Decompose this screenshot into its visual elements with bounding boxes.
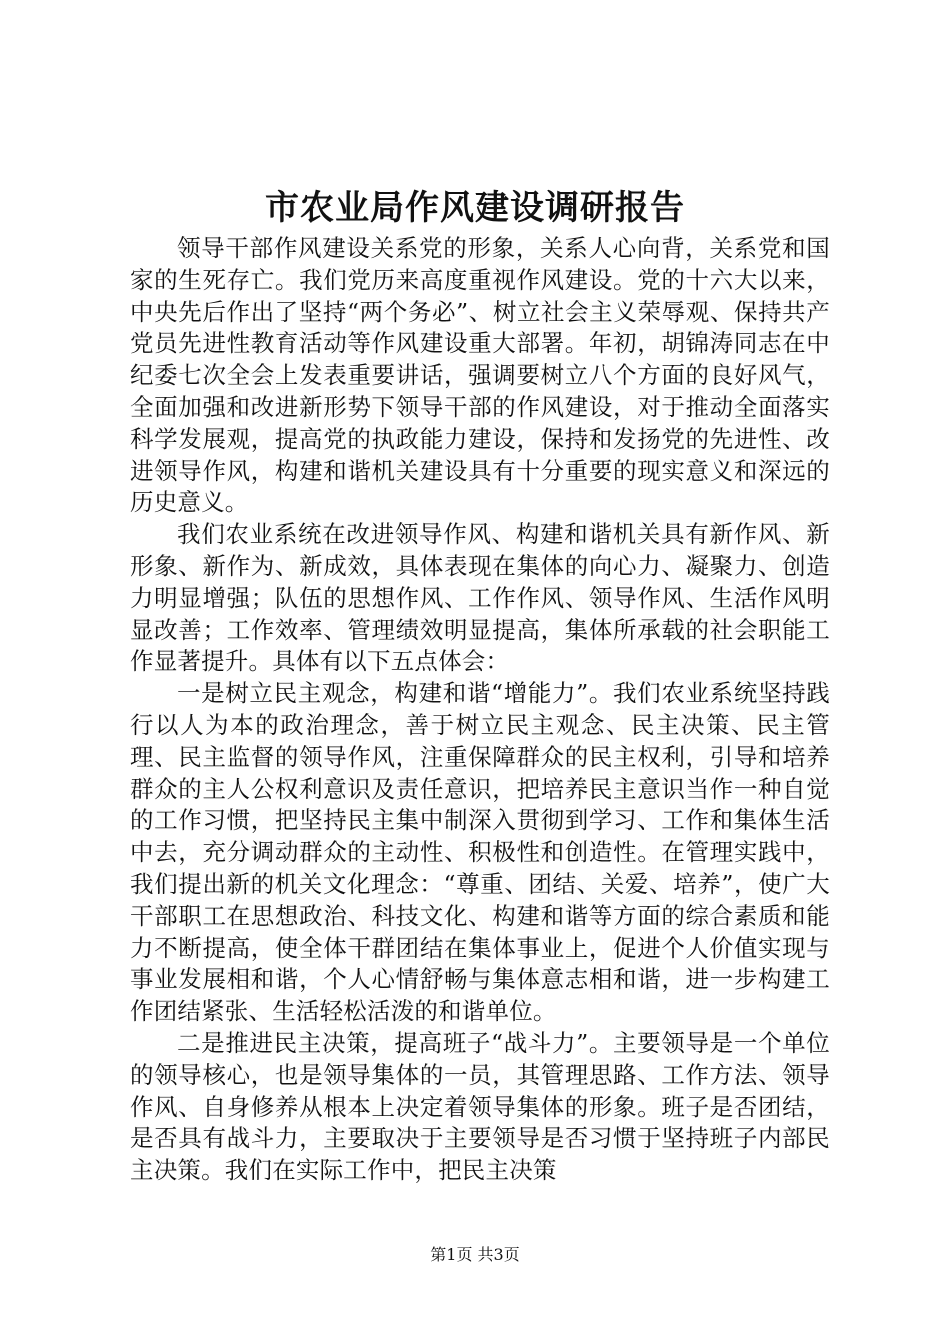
document-body [130,233,830,1187]
paragraph-achievements: 我们农业系统在改进领导作风、构建和谐机关具有新作风、新形象、新作为、新成效，具体表现在集体的向心力、凝聚力、创造力明显增强；队伍的思想作风、工作作风、领导作风、生活作风明显改善；工作效率、管理绩效明显提高，集体所承载的社会职能工作显著提升。具体有以下五点体会： [130,520,830,676]
paragraph-intro: 领导干部作风建设关系党的形象，关系人心向背，关系党和国家的生死存亡。我们党历来高度重视作风建设。党的十六大以来，中央先后作出了坚持“两个务必”、树立社会主义荣辱观、保持共产党员先进性教育活动等作风建设重大部署。年初，胡锦涛同志在中纪委七次全会上发表重要讲话，强调要树立八个方面的良好风气，全面加强和改进新形势下领导干部的作风建设，对于推动全面落实科学发展观，提高党的执政能力建设，保持和发扬党的先进性、改进领导作风，构建和谐机关建设具有十分重要的现实意义和深远的历史意义。 [130,234,830,517]
paragraph-point-two: 二是推进民主决策，提高班子“战斗力”。主要领导是一个单位的领导核心，也是领导集体的一员，其管理思路、工作方法、领导作风、自身修养从根本上决定着领导集体的形象。班子是否团结，是否具有战斗力，主要取决于主要领导是否习惯于坚持班子内部民主决策。我们在实际工作中，把民主决策 [130,1028,830,1185]
document-title: 市农业局作风建设调研报告 [265,188,685,228]
page-footer: 第1页 共3页 [430,1245,520,1264]
paragraph-point-one: 一是树立民主观念，构建和谐“增能力”。我们农业系统坚持践行以人为本的政治理念，善于树立民主观念、民主决策、民主管理、民主监督的领导作风，注重保障群众的民主权利，引导和培养群众的主人公权利意识及责任意识，把培养民主意识当作一种自觉的工作习惯，把坚持民主集中制深入贯彻到学习、工作和集体生活中去，充分调动群众的主动性、积极性和创造性。在管理实践中，我们提出新的机关文化理念：“尊重、团结、关爱、培养”，使广大干部职工在思想政治、科技文化、构建和谐等方面的综合素质和能力不断提高，使全体干群团结在集体事业上，促进个人价值实现与事业发展相和谐，个人心情舒畅与集体意志相和谐，进一步构建工作团结紧张、生活轻松活泼的和谐单位。 [130,679,830,1026]
